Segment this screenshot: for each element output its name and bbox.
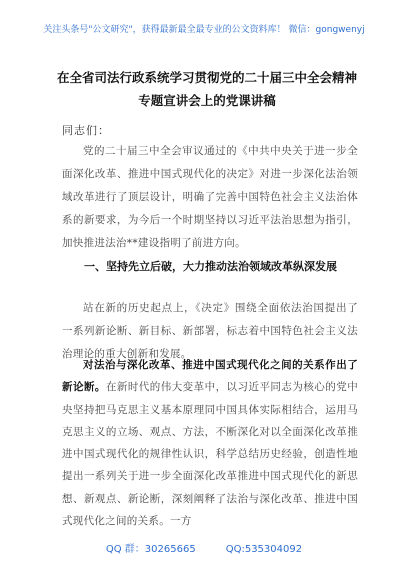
footer-qq: QQ:535304092 [225,544,303,555]
header-banner: 关注头条号"公文研究"，获得最新最全最专业的公文资料库！ 微信：gongwenyj [43,25,365,35]
paragraph-1: 党的二十届三中全会审议通过的《中共中央关于进一步全面深化改革、推进中国式现代化的决定》对进一步深化法治领域改革进行了顶层设计，明确了完善中国特色社会主义法治体系的新要求，为今后一个时期坚持以习近平法治思想为指引，加快推进法治**建设指明了前进方向。 [62,145,358,249]
paragraph-3 [62,354,358,532]
document-title: 在全省司法行政系统学习贯彻党的二十届三中全会精神专题宣讲会上的党课讲稿 [56,70,357,108]
footer-qq-group: QQ 群：30265665 [105,544,196,555]
footer-contact [0,540,408,555]
salutation: 同志们： [62,124,110,137]
paragraph-3-lead: 对法治与深化改革、推进中国式现代化之间的关系作出了新论断。 [62,359,358,394]
section-heading-1: 一、坚持先立后破，大力推动法治领域改革纵深发展 [84,260,337,273]
paragraph-3-body: 在新时代的伟大变革中，以习近平同志为核心的党中央坚持把马克思主义基本原理同中国具体实际相结合，运用马克思主义的立场、观点、方法，不断深化对以全面深化改革推进中国式现代化的规律性认识，科学总结历史经验，创造性地提出一系列关于进一步全面深化改革推进中国式现代化的新思想、新观点、新论断，深刻阐释了法治与深化改革、推进中国式现代化之间的关系。一方 [62,381,359,528]
paragraph-2: 站在新的历史起点上，《决定》围绕全面依法治国提出了一系列新论断、新目标、新部署，标志着中国特色社会主义法治理论的重大创新和发展。 [62,302,358,360]
